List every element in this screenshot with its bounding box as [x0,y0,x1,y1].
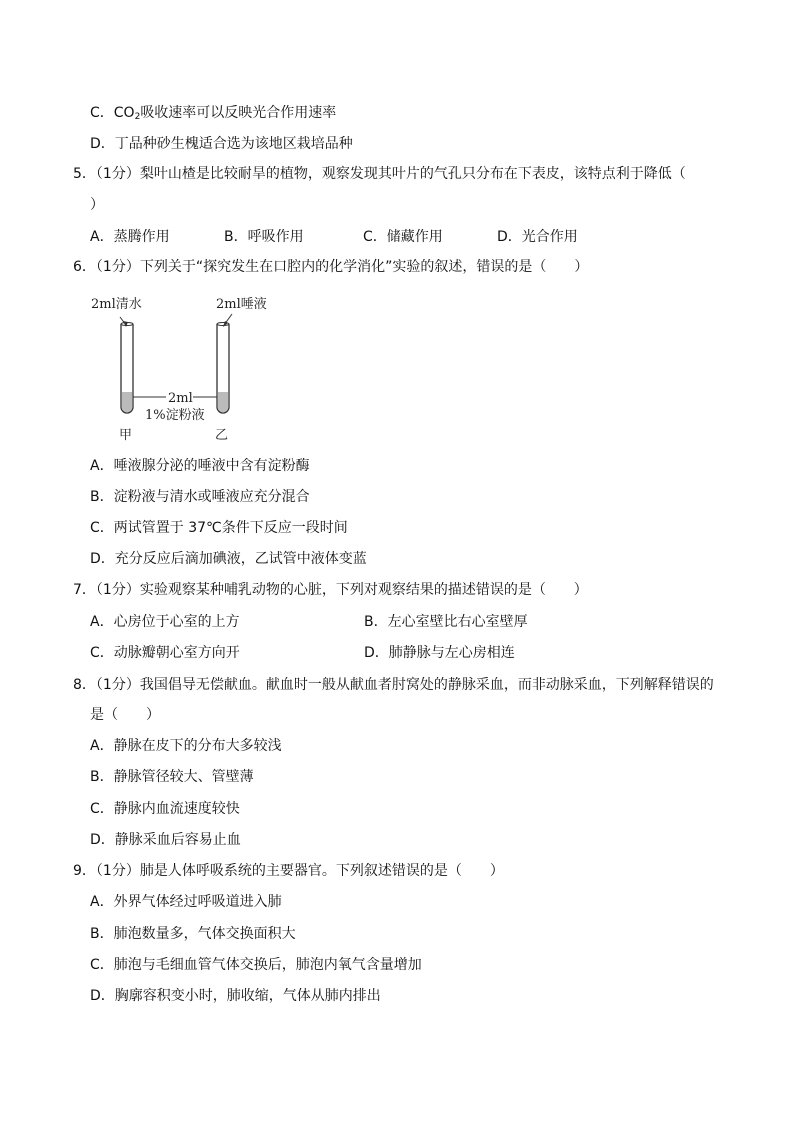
q5-option-b: B．呼吸作用 [224,229,304,245]
q8-option-c: C．静脉内血流速度较快 [90,801,240,817]
q6-option-a: A．唾液腺分泌的唾液中含有淀粉酶 [90,458,310,474]
q9-option-c: C．肺泡与毛细血管气体交换后，肺泡内氧气含量增加 [90,957,422,973]
left-top-label: 2ml清水 [91,297,142,312]
q7-option-d: D．肺静脉与左心房相连 [364,645,515,661]
left-tube-label: 甲 [119,428,133,443]
q7-stem: 7．（1分）实验观察某种哺乳动物的心脏，下列对观察结果的描述错误的是（ ） [73,582,588,598]
right-tube-label: 乙 [215,428,229,443]
q8-option-d: D．静脉采血后容易止血 [90,832,241,848]
q5-stem: 5．（1分）梨叶山楂是比较耐旱的植物，观察发现其叶片的气孔只分布在下表皮，该特点利于降低（ [73,166,686,182]
q6-option-c: C．两试管置于 37℃条件下反应一段时间 [90,520,348,536]
q8-stem-continuation: 是（ ） [90,707,160,723]
q9-option-b: B．肺泡数量多，气体交换面积大 [90,926,296,942]
q8-option-a: A．静脉在皮下的分布大多较浅 [90,738,282,754]
q8-option-b: B．静脉管径较大、管壁薄 [90,769,254,785]
q4-option-c-rest: 吸收速率可以反映光合作用速率 [140,105,337,121]
middle-label-volume: 2ml [168,391,193,406]
left-test-tube [120,317,133,413]
test-tube-figure [88,292,267,444]
q8-stem: 8．（1分）我国倡导无偿献血。献血时一般从献血者肘窝处的静脉采血，而非动脉采血，下列解释错误的 [73,677,714,693]
q9-stem: 9．（1分）肺是人体呼吸系统的主要器官。下列叙述错误的是（ ） [73,863,504,879]
q4-option-c [90,103,336,127]
q7-option-c: C．动脉瓣朝心室方向开 [90,645,240,661]
q4-option-c-prefix: C．CO [90,105,135,121]
q6-option-d: D．充分反应后滴加碘液，乙试管中液体变蓝 [90,551,367,567]
q7-option-b: B．左心室壁比右心室壁厚 [364,614,528,630]
q5-stem-continuation: ） [90,197,104,213]
right-test-tube [217,314,232,413]
middle-label-solution: 1%淀粉液 [145,408,205,423]
q5-option-a: A．蒸腾作用 [90,229,170,245]
q6-stem: 6．（1分）下列关于“探究发生在口腔内的化学消化”实验的叙述，错误的是（ ） [73,259,589,275]
q6-option-b: B．淀粉液与清水或唾液应充分混合 [90,489,310,505]
q4-option-c-subscript: 2 [134,112,141,122]
q5-option-c: C．储藏作用 [363,229,443,245]
q9-option-d: D．胸廓容积变小时，肺收缩，气体从肺内排出 [90,988,381,1004]
q7-option-a: A．心房位于心室的上方 [90,614,240,630]
q4-option-d: D．丁品种砂生槐适合选为该地区栽培品种 [90,136,353,152]
q9-option-a: A．外界气体经过呼吸道进入肺 [90,894,282,910]
right-top-label: 2ml唾液 [216,297,267,312]
q5-option-d: D．光合作用 [497,229,578,245]
